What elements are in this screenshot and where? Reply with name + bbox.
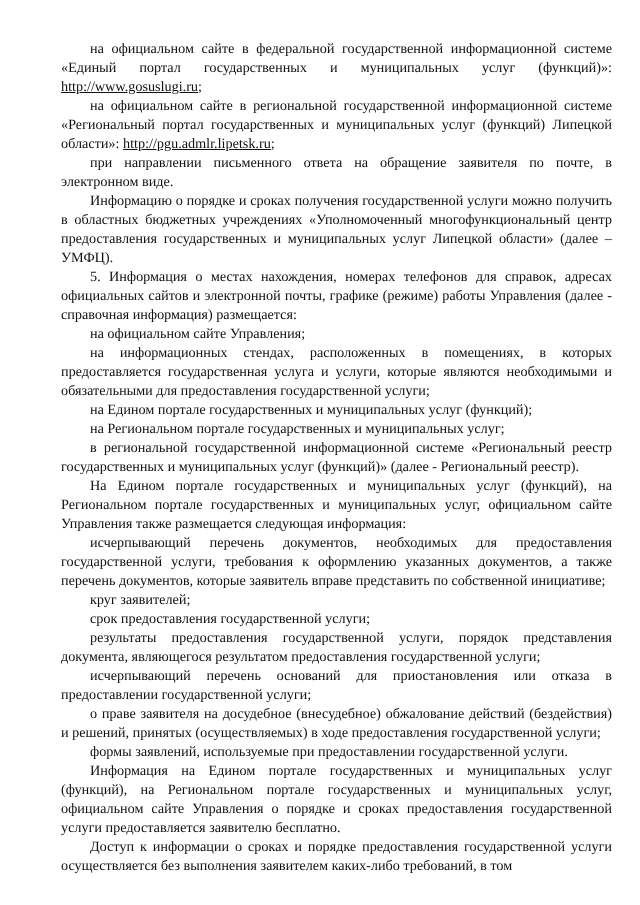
paragraph-results: результаты предоставления государственной услуги, порядок представления документа, являющегося результатом предоставления государственной услуги; (61, 630, 612, 665)
paragraph-regional-portal-2: на Региональном портале государственных и муниципальных услуг; (90, 421, 505, 437)
paragraph-info-stands: на информационных стендах, расположенных в помещениях, в которых предоставляется государственная услуга и услуги, которые являются необходимыми и обязательными для предоставления государственной услуги; (61, 345, 612, 399)
paragraph-applicants: круг заявителей; (90, 592, 191, 608)
paragraph-umfc: Информацию о порядке и сроках получения государственной услуги можно получить в областных бюджетных учреждениях «Уполномоченный многофункциональный центр предоставления государственных и муниципальных услуг Липецкой области» (далее – УМФЦ). (61, 193, 612, 266)
paragraph-refusal-grounds: исчерпывающий перечень оснований для приостановления или отказа в предоставлении государственной услуги; (61, 668, 612, 703)
paragraph-documents-list: исчерпывающий перечень документов, необходимых для предоставления государственной услуги, требования к оформлению указанных документов, а также перечень документов, которые заявитель вправе представить по собственной инициативе; (61, 535, 612, 589)
paragraph-forms: формы заявлений, используемые при предоставлении государственной услуги. (90, 744, 568, 760)
paragraph-info-placed: На Едином портале государственных и муниципальных услуг (функций), на Региональном портале государственных и муниципальных услуг, официальном сайте Управления также размещается следующая информация: (61, 478, 612, 532)
paragraph-mail-response: при направлении письменного ответа на обращение заявителя по почте, в электронном виде. (61, 155, 612, 190)
paragraph-gosuslugi (61, 40, 612, 97)
paragraph-official-site: на официальном сайте Управления; (90, 326, 306, 342)
paragraph-text: на официальном сайте в региональной государственной информационной системе «Региональный портал государственных и муниципальных услуг (функций) Липецкой области»: (61, 98, 612, 152)
paragraph-access: Доступ к информации о сроках и порядке предоставления государственной услуги осуществляется без выполнения заявителем каких-либо требований, в том (61, 839, 612, 874)
paragraph-regional-portal (61, 97, 612, 154)
gosuslugi-link[interactable]: http://www.gosuslugi.ru (61, 79, 199, 95)
paragraph-free-info: Информация на Едином портале государственных и муниципальных услуг (функций), на Региональном портале государственных и муниципальных услуг, официальном сайте Управления о порядке и сроках предоставления государственной услуги предоставляется заявителю бесплатно. (61, 763, 612, 836)
paragraph-appeal-right: о праве заявителя на досудебное (внесудебное) обжалование действий (бездействия) и решений, принятых (осуществляемых) в ходе предоставления государственной услуги; (61, 706, 612, 741)
paragraph-item-5: 5. Информация о местах нахождения, номерах телефонов для справок, адресах официальных сайтов и электронной почты, графике (режиме) работы Управления (далее - справочная информация) размещается: (61, 269, 612, 323)
paragraph-text: на официальном сайте в федеральной государственной информационной системе «Единый портал государственных и муниципальных услуг (функций)»: (61, 41, 612, 76)
paragraph-unified-portal: на Едином портале государственных и муниципальных услуг (функций); (90, 402, 533, 418)
paragraph-tail: ; (270, 136, 275, 152)
paragraph-term: срок предоставления государственной услуги; (90, 611, 371, 627)
paragraph-regional-registry: в региональной государственной информационной системе «Региональный реестр государственных и муниципальных услуг (функций)» (далее - Региональный реестр). (61, 440, 612, 475)
paragraph-tail: ; (198, 79, 202, 95)
document-page (61, 40, 612, 876)
regional-portal-link[interactable]: http://pgu.admlr.lipetsk.ru (123, 136, 271, 152)
